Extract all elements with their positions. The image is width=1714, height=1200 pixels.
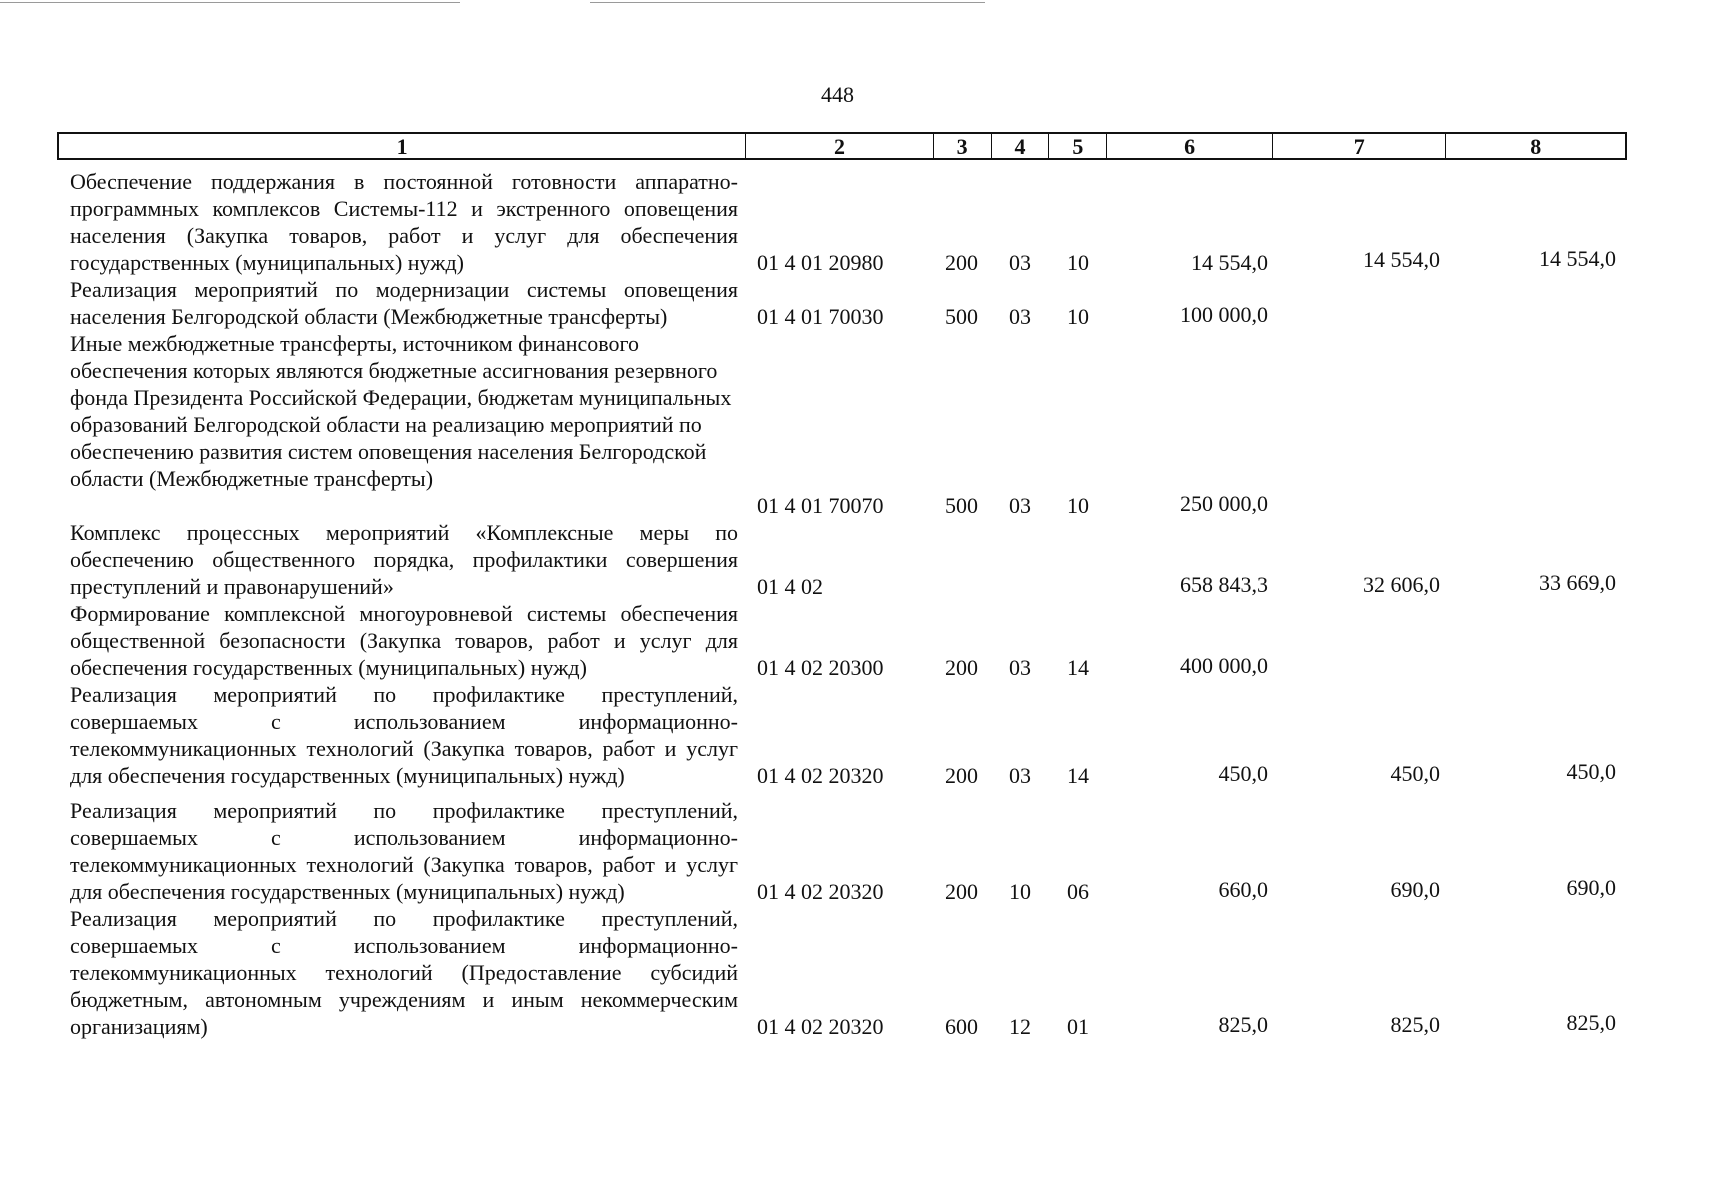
row-col-3: 500 [945,493,978,518]
row-description: Иные межбюджетные трансферты, источником финансового обеспечения которых являются бюджетные ассигнования резервного фонда Президента Российской Федерации, бюджетам муниципальных образований Белгородской области на реализацию мероприятий по обеспечению развития систем оповещения населения Белгородской области (Межбюджетные трансферты) [70,331,732,491]
row-description: Реализация мероприятий по профилактике преступлений, совершаемых с использованием информационно-телекоммуникационных технологий (Закупка товаров, работ и услуг для обеспечения государственных (муниципальных) нужд) [70,682,738,788]
header-col-6: 6 [1107,134,1273,158]
row-col-7: 690,0 [1390,877,1440,902]
row-col-4: 03 [1009,250,1031,275]
row-code: 01 4 01 70070 [757,493,884,518]
row-col-8: 690,0 [1566,875,1616,900]
table-row [0,797,1714,905]
table-row [0,519,1714,600]
header-col-7: 7 [1273,134,1447,158]
row-col-8: 33 669,0 [1539,570,1616,595]
row-col-4: 03 [1009,493,1031,518]
row-col-7: 450,0 [1390,761,1440,786]
row-code: 01 4 01 20980 [757,250,884,275]
row-col-8: 14 554,0 [1539,246,1616,271]
table-row [0,681,1714,789]
table-header-row [57,132,1627,160]
row-col-7: 825,0 [1390,1012,1440,1037]
row-col-3: 200 [945,250,978,275]
row-col-3: 200 [945,879,978,904]
row-description: Реализация мероприятий по модернизации системы оповещения населения Белгородской области (Межбюджетные трансферты) [70,277,738,329]
table-row [0,276,1714,330]
row-description: Реализация мероприятий по профилактике преступлений, совершаемых с использованием информационно-телекоммуникационных технологий (Закупка товаров, работ и услуг для обеспечения государственных (муниципальных) нужд) [70,798,738,904]
header-col-1: 1 [59,134,746,158]
header-col-8: 8 [1530,134,1542,159]
row-col-6: 250 000,0 [1180,491,1268,516]
row-col-6: 825,0 [1218,1012,1268,1037]
row-col-4: 12 [1009,1014,1031,1039]
row-col-3: 600 [945,1014,978,1039]
row-code: 01 4 01 70030 [757,304,884,329]
header-col-2: 2 [746,134,934,158]
row-col-6: 660,0 [1218,877,1268,902]
row-col-3: 200 [945,655,978,680]
header-col-3: 3 [934,134,992,158]
row-col-6: 450,0 [1218,761,1268,786]
header-col-5: 5 [1049,134,1107,158]
table-row [0,905,1714,1040]
row-col-8: 825,0 [1566,1010,1616,1035]
row-description: Формирование комплексной многоуровневой системы обеспечения общественной безопасности (Закупка товаров, работ и услуг для обеспечения государственных (муниципальных) нужд) [70,601,738,680]
row-description: Реализация мероприятий по профилактике преступлений, совершаемых с использованием информационно-телекоммуникационных технологий (Предоставление субсидий бюджетным, автономным учреждениям и иным некоммерческим организациям) [70,906,738,1039]
row-col-4: 03 [1009,304,1031,329]
row-col-4: 03 [1009,655,1031,680]
header-col-4: 4 [992,134,1050,158]
row-col-5: 10 [1067,304,1089,329]
row-col-4: 03 [1009,763,1031,788]
row-code: 01 4 02 20320 [757,1014,884,1039]
row-col-7: 32 606,0 [1363,572,1440,597]
row-description: Комплекс процессных мероприятий «Комплексные меры по обеспечению общественного порядка, профилактики совершения преступлений и правонарушений» [70,520,738,599]
row-col-5: 06 [1067,879,1089,904]
row-col-3: 500 [945,304,978,329]
scan-edge-line-right [590,2,985,3]
row-col-6: 658 843,3 [1180,572,1268,597]
table-row [0,168,1714,276]
row-col-6: 100 000,0 [1180,302,1268,327]
table-row [0,330,1714,519]
row-col-5: 01 [1067,1014,1089,1039]
row-col-4: 10 [1009,879,1031,904]
row-col-6: 14 554,0 [1191,250,1268,275]
row-code: 01 4 02 20320 [757,879,884,904]
row-col-3: 200 [945,763,978,788]
table-row [0,600,1714,681]
row-col-5: 14 [1067,655,1089,680]
row-code: 01 4 02 20300 [757,655,884,680]
row-code: 01 4 02 [757,574,823,599]
row-col-5: 14 [1067,763,1089,788]
row-col-8: 450,0 [1566,759,1616,784]
row-code: 01 4 02 20320 [757,763,884,788]
row-col-7: 14 554,0 [1363,247,1440,272]
row-description: Обеспечение поддержания в постоянной готовности аппаратно-программных комплексов Системы-112 и экстренного оповещения населения (Закупка товаров, работ и услуг для обеспечения государственных (муниципальных) нужд) [70,169,738,275]
scan-edge-line-left [0,2,460,3]
row-col-6: 400 000,0 [1180,653,1268,678]
row-col-5: 10 [1067,493,1089,518]
page-number: 448 [821,82,854,107]
row-col-5: 10 [1067,250,1089,275]
